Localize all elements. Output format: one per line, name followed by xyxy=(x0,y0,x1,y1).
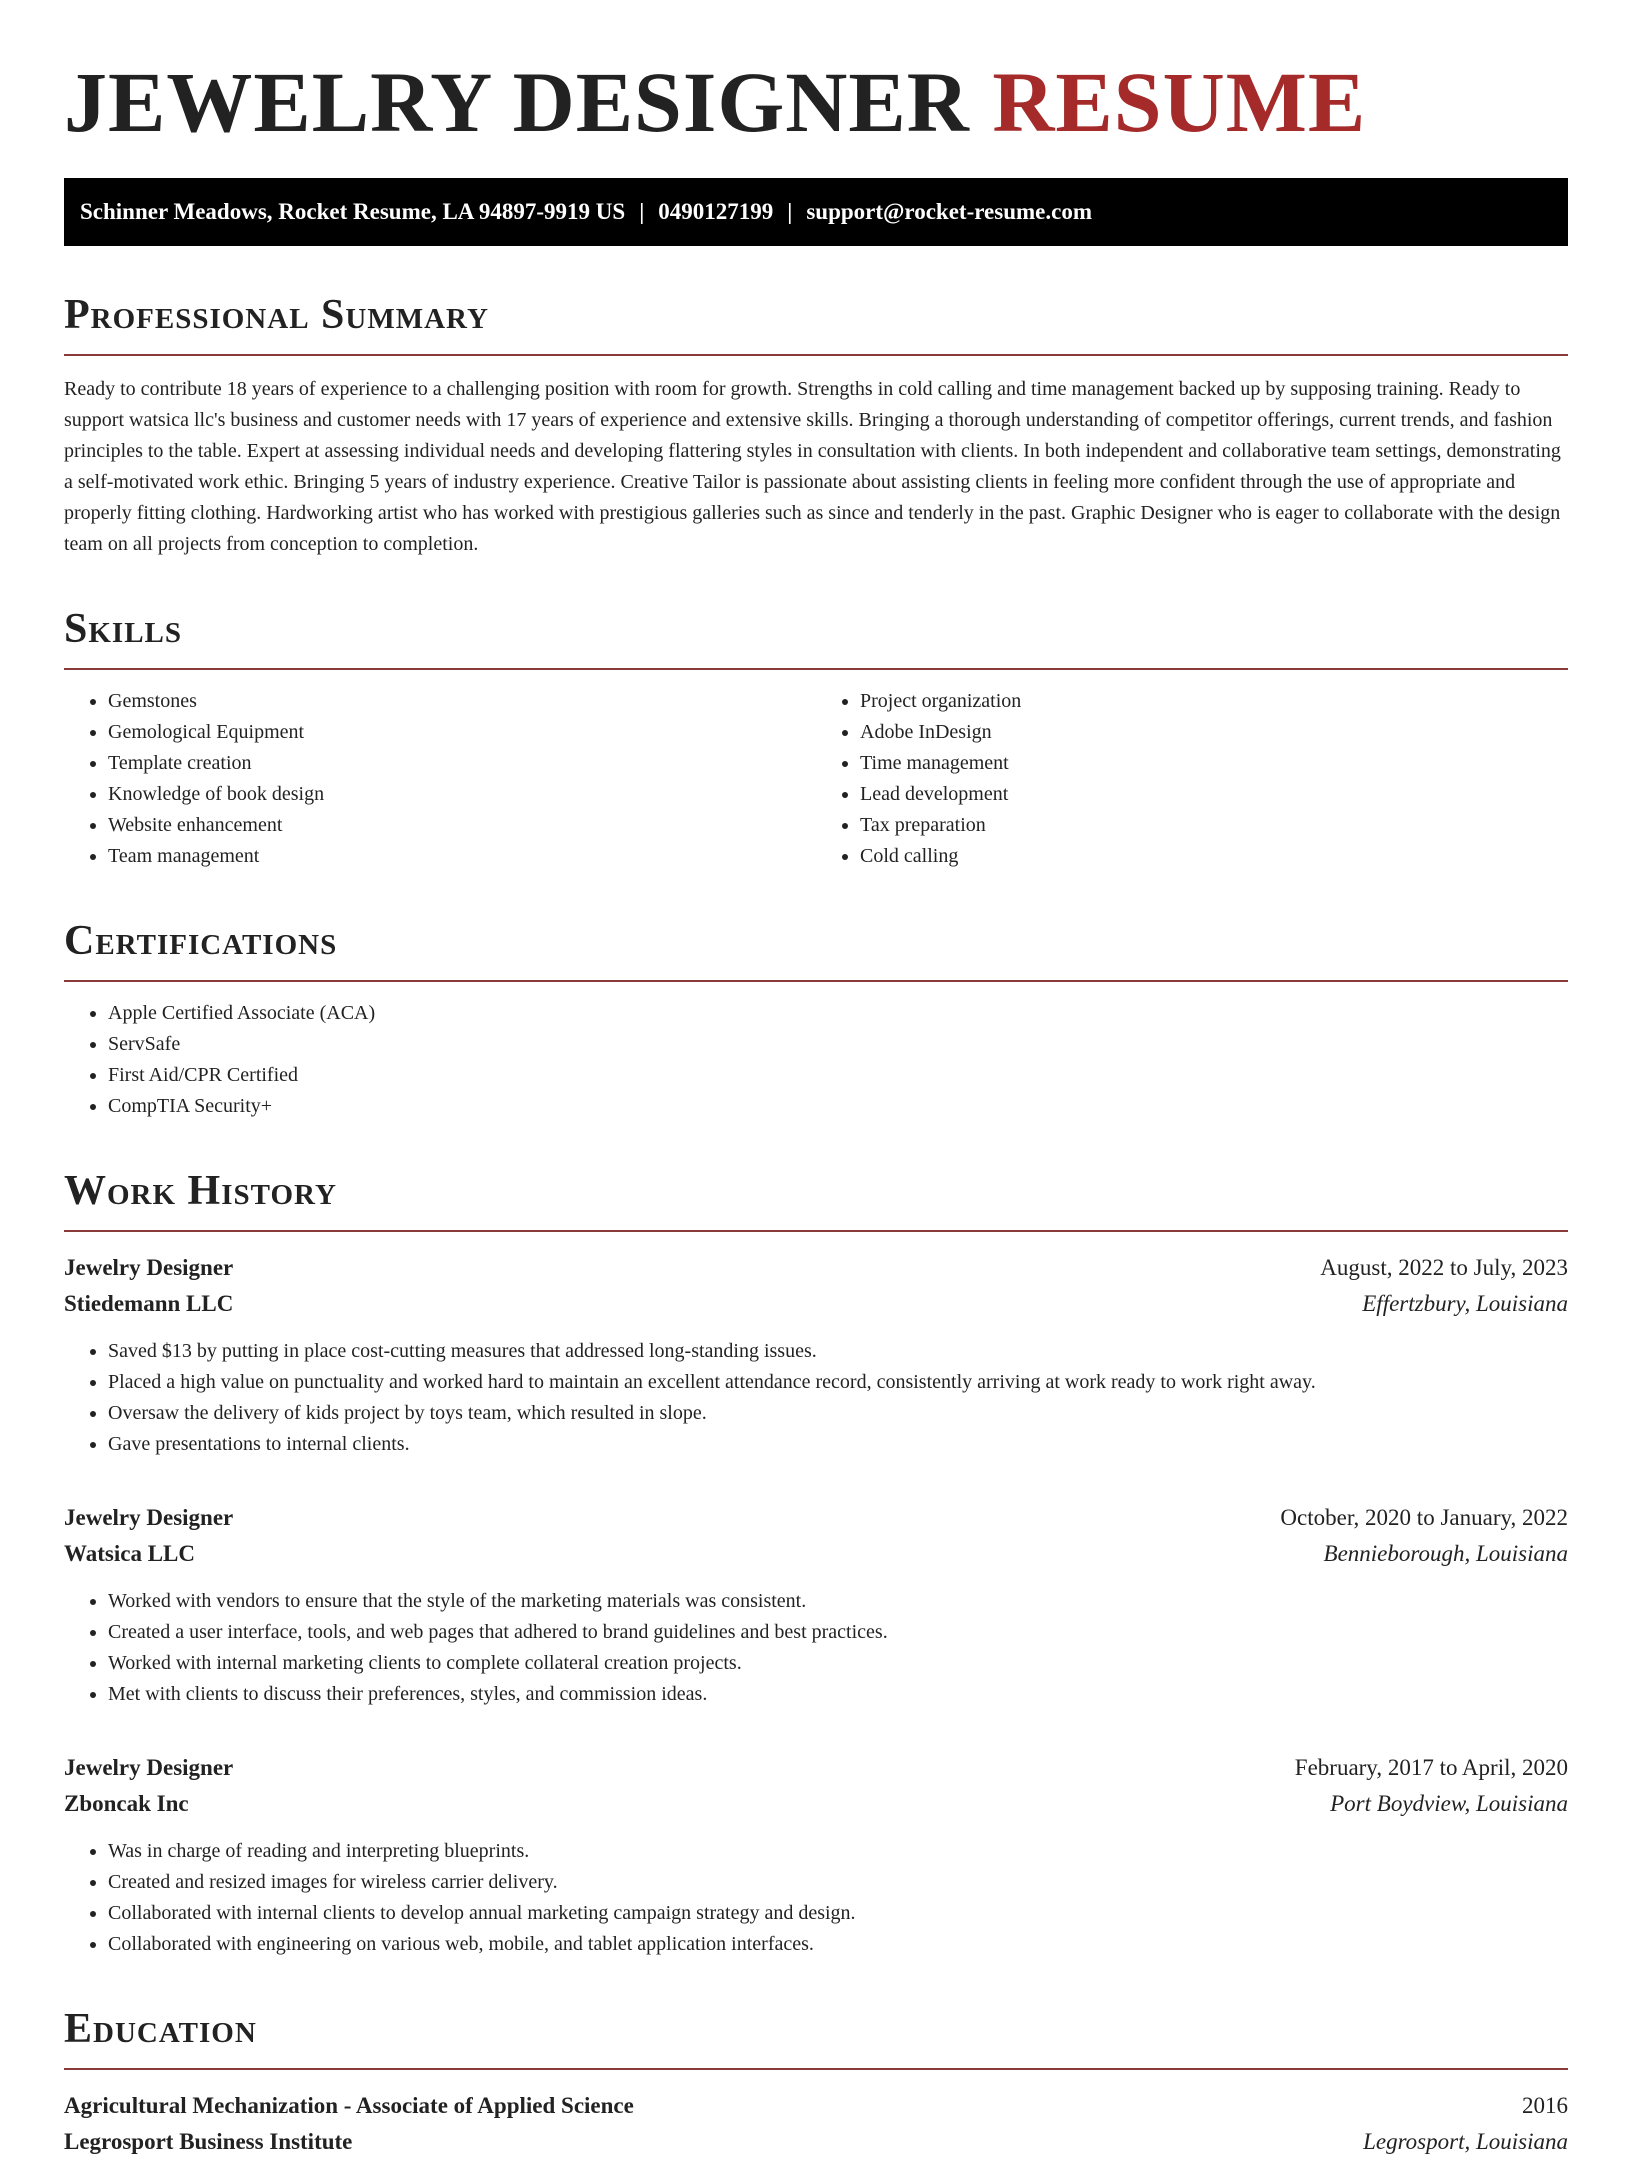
education-year: 2016 xyxy=(1522,2093,1568,2118)
education-degree: Agricultural Mechanization - Associate of Applied Science xyxy=(64,2093,634,2118)
job-company-row xyxy=(64,1786,1568,1822)
job-company: Watsica LLC xyxy=(64,1541,195,1566)
summary-text: Ready to contribute 18 years of experience to a challenging position with room for growth. Strengths in cold calling and time management backed up by supposing training. Ready to support watsica llc's business and customer needs with 17 years of experience and extensive skills. Bringing a thorough understanding of competitor offerings, current trends, and fashion principles to the table. Expert at assessing individual needs and developing flattering styles in consultation with clients. In both independent and collaborative team settings, demonstrating a self-motivated work ethic. Bringing 5 years of industry experience. Creative Tailor is passionate about assisting clients in feeling more confident through the use of appropriate and properly fitting clothing. Hardworking artist who has worked with prestigious galleries such as since and tenderly in the past. Graphic Designer who is eager to collaborate with the design team on all projects from conception to completion. xyxy=(64,378,1561,555)
contact-separator: | xyxy=(787,199,793,224)
job-dates: October, 2020 to January, 2022 xyxy=(1280,1505,1568,1530)
job-entry xyxy=(64,1750,1568,1960)
job-entry xyxy=(64,1500,1568,1710)
education-school: Legrosport Business Institute xyxy=(64,2129,353,2154)
certification-item: • Apple Certified Associate (ACA) xyxy=(108,998,1568,1029)
skills-grid xyxy=(64,670,1568,872)
skill-item: • Lead development xyxy=(860,779,1568,810)
skills-heading: Skills xyxy=(64,606,183,652)
skill-item: • Project organization xyxy=(860,686,1568,717)
job-title: Jewelry Designer xyxy=(64,1505,234,1530)
job-company: Zboncak Inc xyxy=(64,1791,189,1816)
job-dates: February, 2017 to April, 2020 xyxy=(1294,1755,1568,1780)
job-title: Jewelry Designer xyxy=(64,1755,234,1780)
job-entry xyxy=(64,1250,1568,1460)
job-bullet: • Met with clients to discuss their preferences, styles, and commission ideas. xyxy=(108,1679,1568,1710)
job-bullets xyxy=(64,1586,1568,1710)
skill-item: • Gemstones xyxy=(108,686,816,717)
job-bullet: • Collaborated with engineering on various web, mobile, and tablet application interfaces. xyxy=(108,1929,1568,1960)
job-location: Effertzbury, Louisiana xyxy=(1362,1291,1568,1316)
skills-list-left xyxy=(64,686,816,872)
contact-bar xyxy=(64,178,1568,246)
contact-address: Schinner Meadows, Rocket Resume, LA 94897-9919 US xyxy=(80,199,626,224)
job-bullet: • Oversaw the delivery of kids project by toys team, which resulted in slope. xyxy=(108,1398,1568,1429)
job-bullet: • Placed a high value on punctuality and worked hard to maintain an excellent attendance record, consistently arriving at work ready to work right away. xyxy=(108,1367,1568,1398)
work-history-heading: Work History xyxy=(64,1168,337,1214)
job-header-row xyxy=(64,1750,1568,1786)
section-divider xyxy=(64,980,1568,982)
education-location: Legrosport, Louisiana xyxy=(1363,2129,1568,2154)
certification-item: • First Aid/CPR Certified xyxy=(108,1060,1568,1091)
skill-item: • Time management xyxy=(860,748,1568,779)
certifications-heading: Certifications xyxy=(64,918,338,964)
certification-item: • ServSafe xyxy=(108,1029,1568,1060)
job-company: Stiedemann LLC xyxy=(64,1291,234,1316)
job-bullet: • Saved $13 by putting in place cost-cutting measures that addressed long-standing issues. xyxy=(108,1336,1568,1367)
section-divider xyxy=(64,354,1568,356)
contact-email: support@rocket-resume.com xyxy=(806,199,1092,224)
skill-item: • Adobe InDesign xyxy=(860,717,1568,748)
job-bullet: • Created a user interface, tools, and web pages that adhered to brand guidelines and best practices. xyxy=(108,1617,1568,1648)
resume-title xyxy=(64,52,1568,152)
job-company-row xyxy=(64,1286,1568,1322)
skill-item: • Knowledge of book design xyxy=(108,779,816,810)
skill-item: • Gemological Equipment xyxy=(108,717,816,748)
job-bullet: • Was in charge of reading and interpreting blueprints. xyxy=(108,1836,1568,1867)
job-title: Jewelry Designer xyxy=(64,1255,234,1280)
certification-item: • CompTIA Security+ xyxy=(108,1091,1568,1122)
job-bullet: • Worked with vendors to ensure that the style of the marketing materials was consistent. xyxy=(108,1586,1568,1617)
job-header-row xyxy=(64,1500,1568,1536)
section-divider xyxy=(64,2068,1568,2070)
job-bullet: • Worked with internal marketing clients to complete collateral creation projects. xyxy=(108,1648,1568,1679)
contact-phone: 0490127199 xyxy=(658,199,774,224)
education-degree-row xyxy=(64,2088,1568,2124)
contact-separator: | xyxy=(639,199,645,224)
certifications-list xyxy=(64,998,1568,1122)
education-heading: Education xyxy=(64,2006,257,2052)
job-location: Bennieborough, Louisiana xyxy=(1323,1541,1568,1566)
job-company-row xyxy=(64,1536,1568,1572)
skills-list-right xyxy=(816,686,1568,872)
education-entry xyxy=(64,2088,1568,2160)
skill-item: • Team management xyxy=(108,841,816,872)
job-header-row xyxy=(64,1250,1568,1286)
summary-heading: Professional Summary xyxy=(64,292,489,338)
skill-item: • Cold calling xyxy=(860,841,1568,872)
job-bullets xyxy=(64,1836,1568,1960)
job-bullet: • Gave presentations to internal clients. xyxy=(108,1429,1568,1460)
job-dates: August, 2022 to July, 2023 xyxy=(1320,1255,1568,1280)
education-school-row xyxy=(64,2124,1568,2160)
title-accent: RESUME xyxy=(992,54,1367,150)
job-location: Port Boydview, Louisiana xyxy=(1330,1791,1568,1816)
job-bullet: • Created and resized images for wireless carrier delivery. xyxy=(108,1867,1568,1898)
skill-item: • Template creation xyxy=(108,748,816,779)
skill-item: • Tax preparation xyxy=(860,810,1568,841)
skill-item: • Website enhancement xyxy=(108,810,816,841)
section-divider xyxy=(64,1230,1568,1232)
title-main: JEWELRY DESIGNER xyxy=(64,54,970,150)
job-bullets xyxy=(64,1336,1568,1460)
job-bullet: • Collaborated with internal clients to develop annual marketing campaign strategy and design. xyxy=(108,1898,1568,1929)
